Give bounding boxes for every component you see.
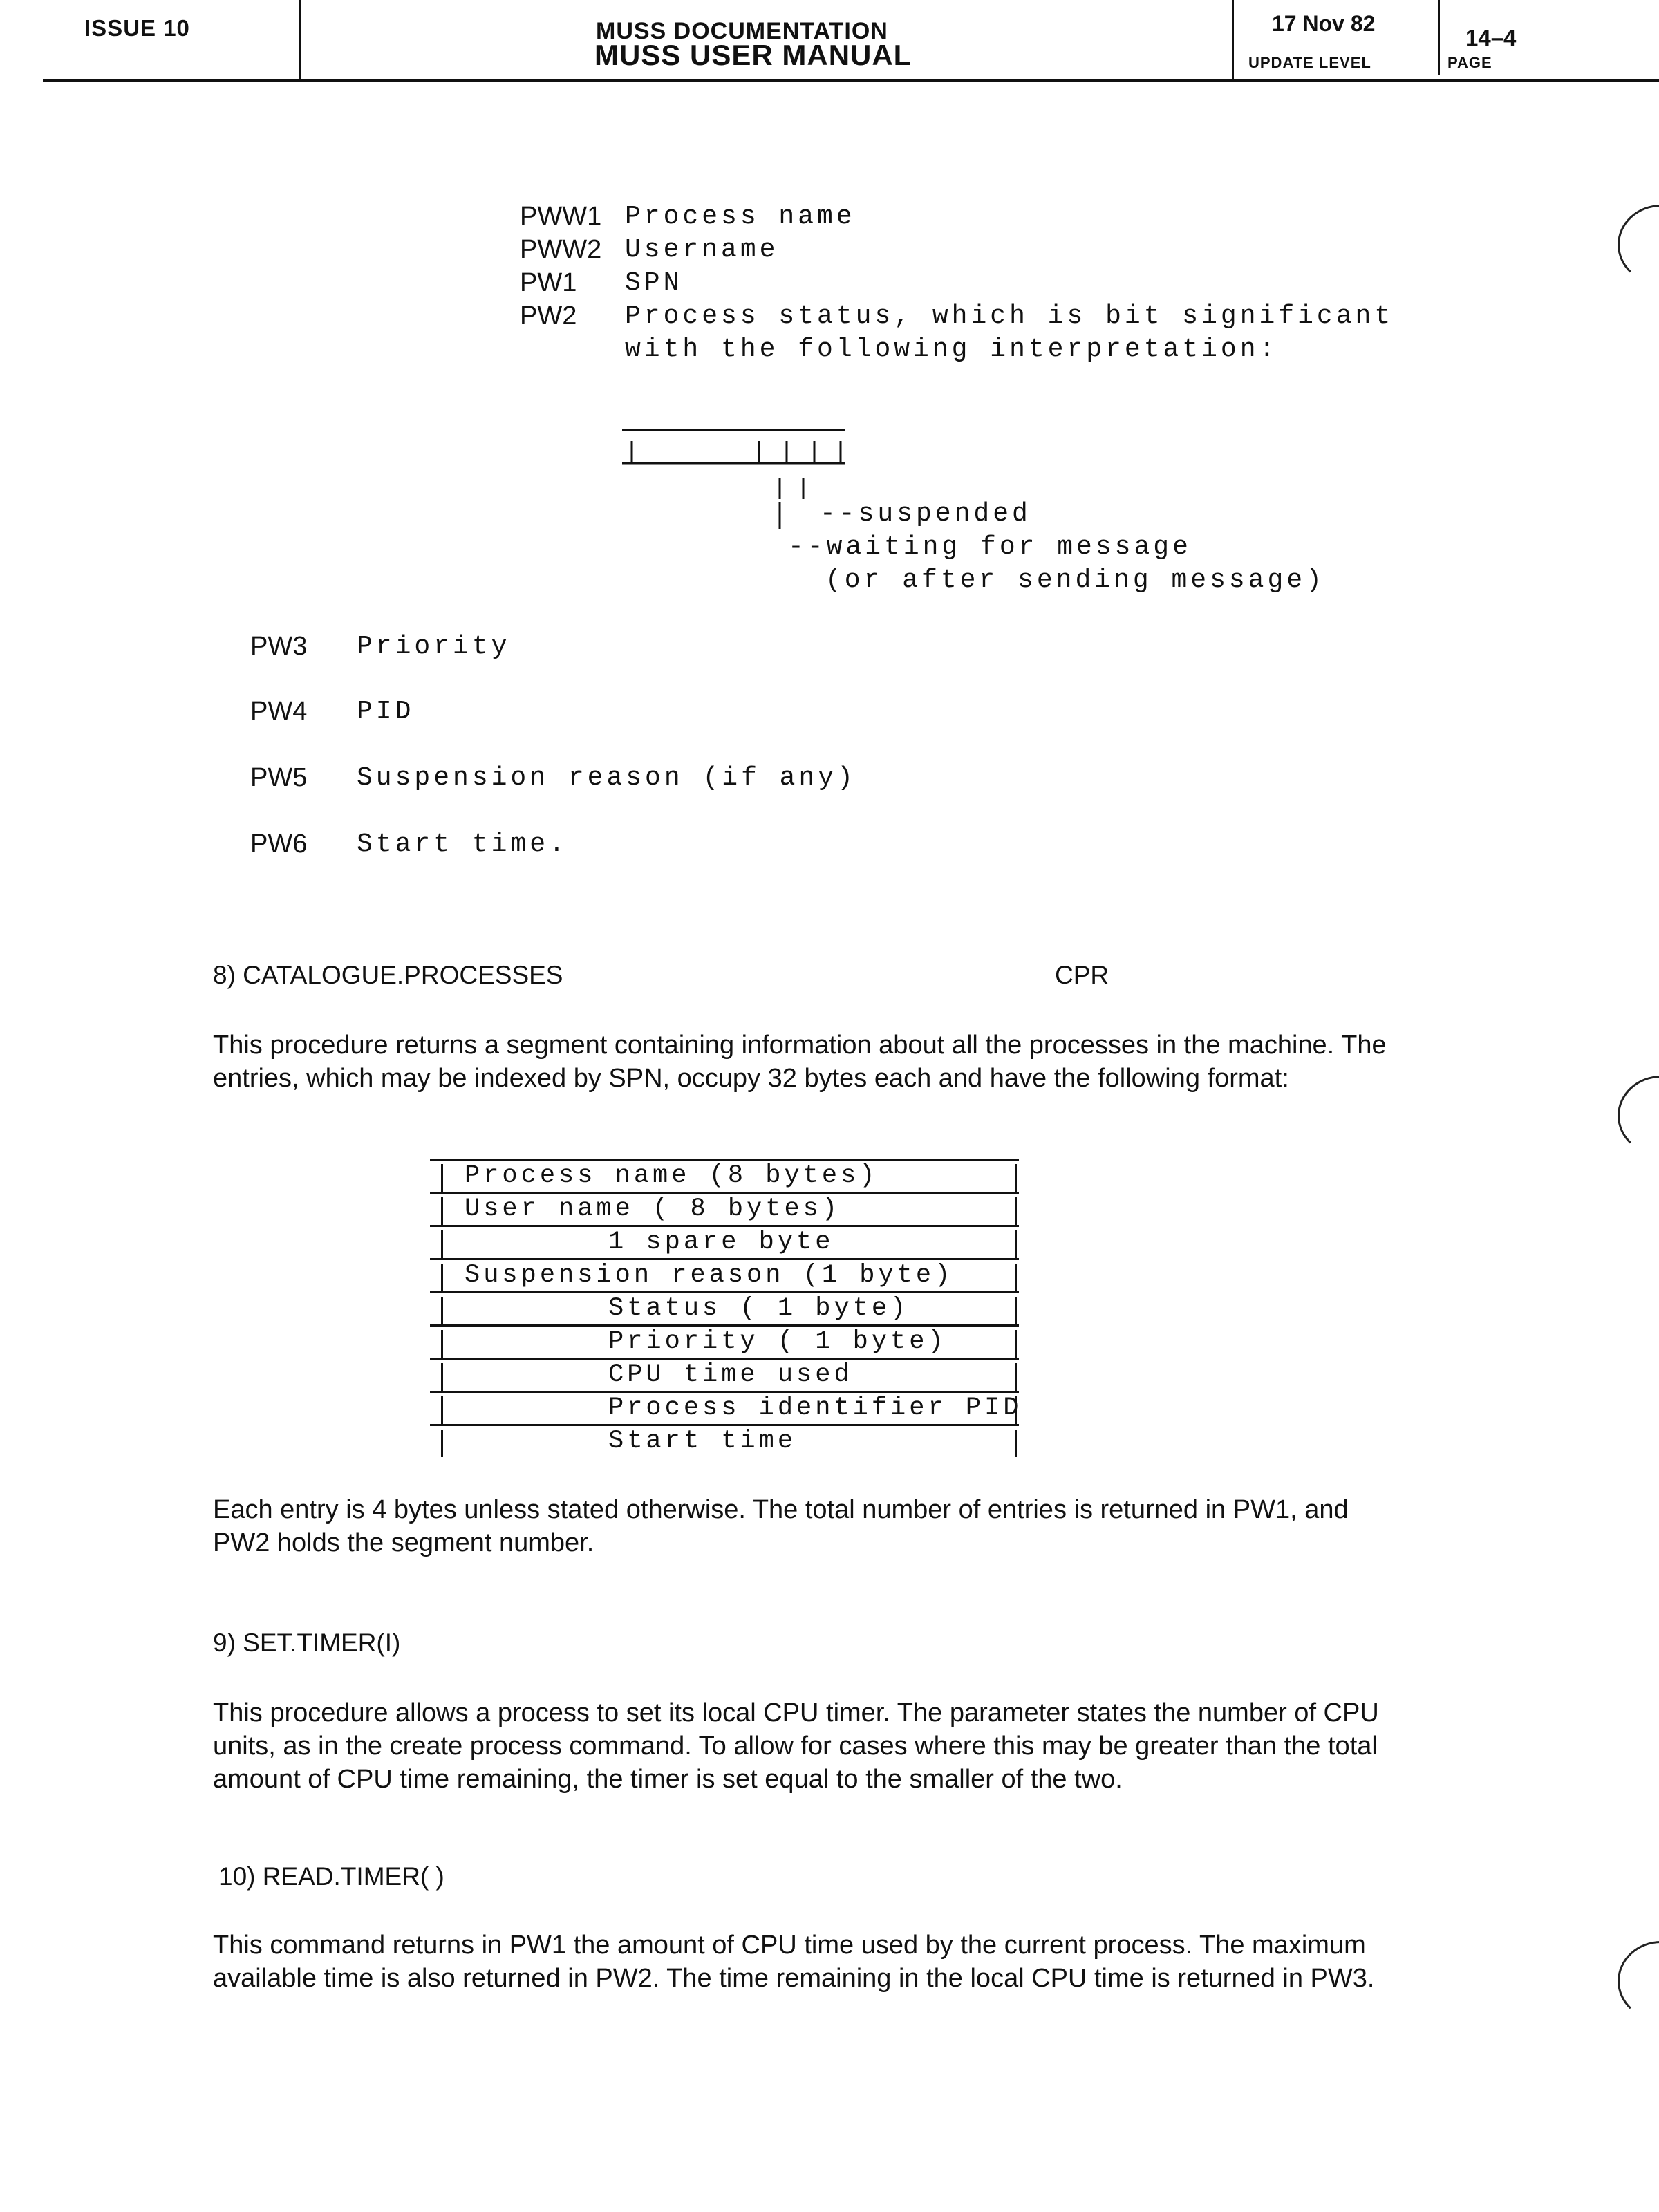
table-edge xyxy=(1015,1264,1017,1291)
pww1-value: Process name xyxy=(625,202,856,232)
table-edge xyxy=(441,1264,443,1291)
table-rule xyxy=(430,1192,1019,1194)
format-row: Start time xyxy=(608,1427,797,1456)
pw1-key: PW1 xyxy=(520,268,577,297)
doc-title: MUSS DOCUMENTATION xyxy=(596,18,888,44)
format-row: User name ( 8 bytes) xyxy=(465,1194,841,1224)
pww2-value: Username xyxy=(625,235,779,265)
table-rule xyxy=(430,1324,1019,1327)
section9-line3: amount of CPU time remaining, the timer is set equal to the smaller of the two. xyxy=(213,1765,1123,1794)
table-edge xyxy=(1015,1164,1017,1192)
header-divider-3 xyxy=(1438,0,1440,75)
table-edge xyxy=(441,1430,443,1457)
format-row: Process identifier PID xyxy=(608,1394,1022,1423)
page-number: 14–4 xyxy=(1465,25,1517,50)
pw1-value: SPN xyxy=(625,268,683,298)
section9-line2: units, as in the create process command. To allow for cases where this may be greater than the total xyxy=(213,1732,1378,1761)
table-rule xyxy=(430,1391,1019,1393)
table-edge xyxy=(1015,1297,1017,1324)
waiting-bit-note: (or after sending message) xyxy=(825,565,1325,595)
header-date: 17 Nov 82 xyxy=(1272,11,1376,36)
table-rule xyxy=(430,1225,1019,1227)
section8-heading: 8) CATALOGUE.PROCESSES xyxy=(213,961,563,989)
section9-line1: This procedure allows a process to set its local CPU timer. The parameter states the number of CPU xyxy=(213,1698,1379,1727)
waiting-bit-label: --waiting for message xyxy=(788,532,1192,562)
pw2-key: PW2 xyxy=(520,301,577,330)
issue-label: ISSUE 10 xyxy=(84,15,190,41)
table-edge xyxy=(1015,1363,1017,1391)
section9-heading: 9) SET.TIMER(I) xyxy=(213,1629,401,1657)
pw2-value: Process status, which is bit significant xyxy=(625,301,1394,331)
format-row: Suspension reason (1 byte) xyxy=(465,1261,954,1290)
pww1-key: PWW1 xyxy=(520,202,602,231)
pw5-value: Suspension reason (if any) xyxy=(357,763,856,793)
table-edge xyxy=(1015,1330,1017,1358)
format-row: Priority ( 1 byte) xyxy=(608,1327,947,1356)
table-rule xyxy=(430,1358,1019,1360)
table-edge xyxy=(441,1363,443,1391)
page-label: PAGE xyxy=(1447,54,1492,71)
table-edge xyxy=(1015,1430,1017,1457)
pw6-value: Start time. xyxy=(357,830,568,859)
pw3-key: PW3 xyxy=(250,632,308,661)
table-rule-top xyxy=(430,1159,1019,1161)
bit-box-diagram xyxy=(615,422,857,512)
pw6-key: PW6 xyxy=(250,830,308,859)
section8-after-line1: Each entry is 4 bytes unless stated otherwise. The total number of entries is returned in PW1, and xyxy=(213,1495,1349,1524)
section8-after-line2: PW2 holds the segment number. xyxy=(213,1528,594,1557)
pw5-key: PW5 xyxy=(250,763,308,792)
format-row: CPU time used xyxy=(608,1360,853,1389)
table-edge xyxy=(1015,1230,1017,1258)
bit-connector xyxy=(771,502,785,532)
header-divider-1 xyxy=(299,0,301,80)
table-edge xyxy=(441,1396,443,1424)
header-divider-2 xyxy=(1232,0,1234,80)
table-rule xyxy=(430,1424,1019,1426)
suspended-bit-label: --suspended xyxy=(820,499,1031,529)
header-rule xyxy=(43,79,1659,82)
table-edge xyxy=(441,1330,443,1358)
section8-intro-line1: This procedure returns a segment containing information about all the processes in the machine. The xyxy=(213,1031,1387,1060)
format-row: 1 spare byte xyxy=(608,1228,834,1257)
format-row: Process name (8 bytes) xyxy=(465,1161,879,1190)
section10-heading: 10) READ.TIMER( ) xyxy=(218,1862,444,1891)
pw2-continuation: with the following interpretation: xyxy=(625,335,1279,364)
manual-title: MUSS USER MANUAL xyxy=(594,39,912,71)
table-edge xyxy=(1015,1197,1017,1225)
section8-intro-line2: entries, which may be indexed by SPN, occupy 32 bytes each and have the following format: xyxy=(213,1064,1289,1093)
table-edge xyxy=(441,1297,443,1324)
pw3-value: Priority xyxy=(357,632,511,662)
table-rule xyxy=(430,1291,1019,1293)
binder-hole-mark xyxy=(1618,1076,1659,1156)
binder-hole-mark xyxy=(1618,1941,1659,2021)
table-edge xyxy=(441,1230,443,1258)
pww2-key: PWW2 xyxy=(520,235,602,264)
section8-code: CPR xyxy=(1055,961,1109,989)
table-rule xyxy=(430,1258,1019,1260)
table-edge xyxy=(441,1164,443,1192)
pw4-key: PW4 xyxy=(250,697,308,726)
format-row: Status ( 1 byte) xyxy=(608,1294,910,1323)
binder-hole-mark xyxy=(1618,205,1659,285)
table-edge xyxy=(441,1197,443,1225)
update-level-label: UPDATE LEVEL xyxy=(1248,54,1371,71)
pw4-value: PID xyxy=(357,697,415,727)
section10-line2: available time is also returned in PW2. The time remaining in the local CPU time is returned in PW3. xyxy=(213,1964,1375,1993)
section10-line1: This command returns in PW1 the amount of CPU time used by the current process. The maximum xyxy=(213,1931,1366,1960)
